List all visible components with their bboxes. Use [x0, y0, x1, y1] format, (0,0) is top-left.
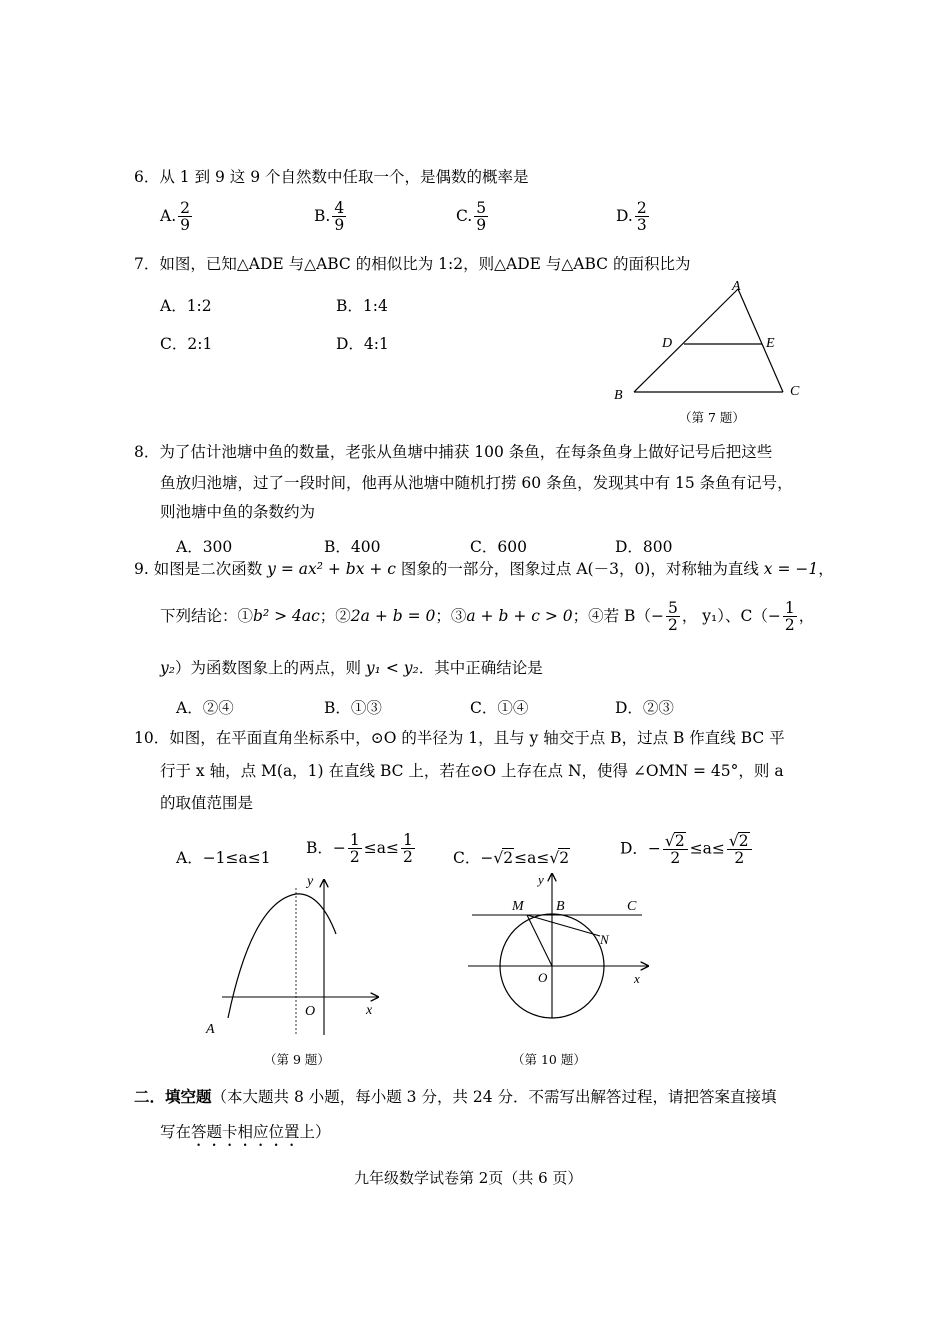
- q7-option-b[interactable]: B．1:4: [336, 297, 388, 315]
- q10-option-c[interactable]: C．−√2≤a≤√2: [453, 849, 570, 867]
- q10-axis-y-label: y: [538, 872, 544, 887]
- q7-label-b: B: [614, 388, 623, 403]
- section2-heading: 二．填空题: [134, 1087, 212, 1106]
- q6-stem: 6．从 1 到 9 这 9 个自然数中任取一个，是偶数的概率是: [134, 168, 529, 186]
- q10-point-m-label: M: [512, 899, 524, 914]
- q8-line-3: 则池塘中鱼的条数约为: [160, 503, 316, 521]
- q7-stem: 7．如图，已知△ADE 与△ABC 的相似比为 1:2，则△ADE 与△ABC 的面积比为: [134, 255, 691, 273]
- q7-label-d: D: [662, 336, 673, 351]
- section2-line-1: 二．填空题（本大题共 8 小题，每小题 3 分，共 24 分．不需写出解答过程，请把答案直接填: [134, 1087, 777, 1106]
- q10-line-3: 的取值范围是: [160, 794, 254, 812]
- q9-axis-x-label: x: [366, 1003, 373, 1018]
- q7-label-c: C: [790, 384, 800, 399]
- q6-option-c[interactable]: C. $\frac{5}{9}$: [456, 199, 487, 235]
- q8-option-b[interactable]: B．400: [324, 538, 381, 556]
- q9-option-c[interactable]: C．①④: [470, 699, 529, 717]
- q9-origin-label: O: [305, 1004, 316, 1019]
- q7-caption: （第 7 题）: [679, 410, 745, 425]
- q10-line-1: 10．如图，在平面直角坐标系中，⊙O 的半径为 1，且与 y 轴交于点 B，过点 B 作直线 BC 平: [134, 729, 785, 747]
- q10-point-n-label: N: [600, 932, 609, 947]
- q7-option-d[interactable]: D．4:1: [336, 335, 389, 353]
- q6-option-b[interactable]: B. $\frac{4}{9}$: [314, 199, 345, 235]
- q10-point-b-label: B: [556, 899, 565, 914]
- q10-axis-x-label: x: [634, 971, 640, 986]
- q10-point-c-label: C: [627, 899, 637, 914]
- q6-option-d[interactable]: D. $\frac{2}{3}$: [616, 199, 647, 235]
- q8-line-1: 8．为了估计池塘中鱼的数量，老张从鱼塘中捕获 100 条鱼，在每条鱼身上做好记号后把这些: [134, 443, 773, 461]
- q8-option-d[interactable]: D．800: [615, 538, 673, 556]
- q9-line-2: 下列结论：①b² > 4ac；②2a + b = 0；③a + b + c > 0；④若 B（− $\frac{5}{2}$ ， y₁）、C（− $\frac{1}{2}$ ，: [160, 599, 815, 635]
- q10-option-d[interactable]: D．− $\frac{√2}{2}$ ≤a≤ $\frac{√2}{2}$: [620, 832, 754, 867]
- q9-line-1: 9. 如图是二次函数 y = ax² + bx + c 图象的一部分，图象过点 A(－3，0)，对称轴为直线 x = −1，: [134, 560, 834, 578]
- q7-option-a[interactable]: A．1:2: [160, 297, 212, 315]
- q8-option-a[interactable]: A．300: [176, 538, 233, 556]
- q9-line-3: y₂）为函数图象上的两点，则 y₁ < y₂．其中正确结论是: [160, 659, 543, 677]
- q9-caption: （第 9 题）: [264, 1052, 330, 1067]
- q9-point-a-label: A: [206, 1022, 215, 1037]
- q10-option-a[interactable]: A．−1≤a≤1: [176, 849, 271, 867]
- q7-label-a: A: [732, 279, 741, 294]
- q10-caption: （第 10 题）: [512, 1052, 586, 1067]
- q8-option-c[interactable]: C．600: [470, 538, 527, 556]
- q10-line-2: 行于 x 轴，点 M(a，1) 在直线 BC 上，若在⊙O 上存在点 N，使得 ∠OMN = 45°，则 a: [160, 762, 784, 780]
- q9-parabola-figure: [200, 870, 400, 1045]
- q8-line-2: 鱼放归池塘，过了一段时间，他再从池塘中随机打捞 60 条鱼，发现其中有 15 条鱼有记号，: [160, 474, 793, 492]
- q9-option-d[interactable]: D．②③: [615, 699, 674, 717]
- section2-line-2: 写在答题卡相应位置上）: [160, 1123, 331, 1141]
- q9-option-a[interactable]: A．②④: [176, 699, 234, 717]
- q9-option-b[interactable]: B．①③: [324, 699, 382, 717]
- page-footer: 九年级数学试卷第 2页（共 6 页）: [354, 1169, 583, 1187]
- q10-option-b[interactable]: B．− $\frac{1}{2}$ ≤a≤ $\frac{1}{2}$: [306, 831, 413, 867]
- q6-option-a[interactable]: A. $\frac{2}{9}$: [160, 199, 190, 235]
- q9-axis-y-label: y: [307, 874, 314, 889]
- q7-label-e: E: [766, 336, 775, 351]
- q7-option-c[interactable]: C．2:1: [160, 335, 213, 353]
- section2-emphasis: 答题卡相应位置: [191, 1123, 300, 1141]
- q10-circle-figure: [460, 868, 660, 1028]
- q10-origin-label: O: [538, 970, 548, 985]
